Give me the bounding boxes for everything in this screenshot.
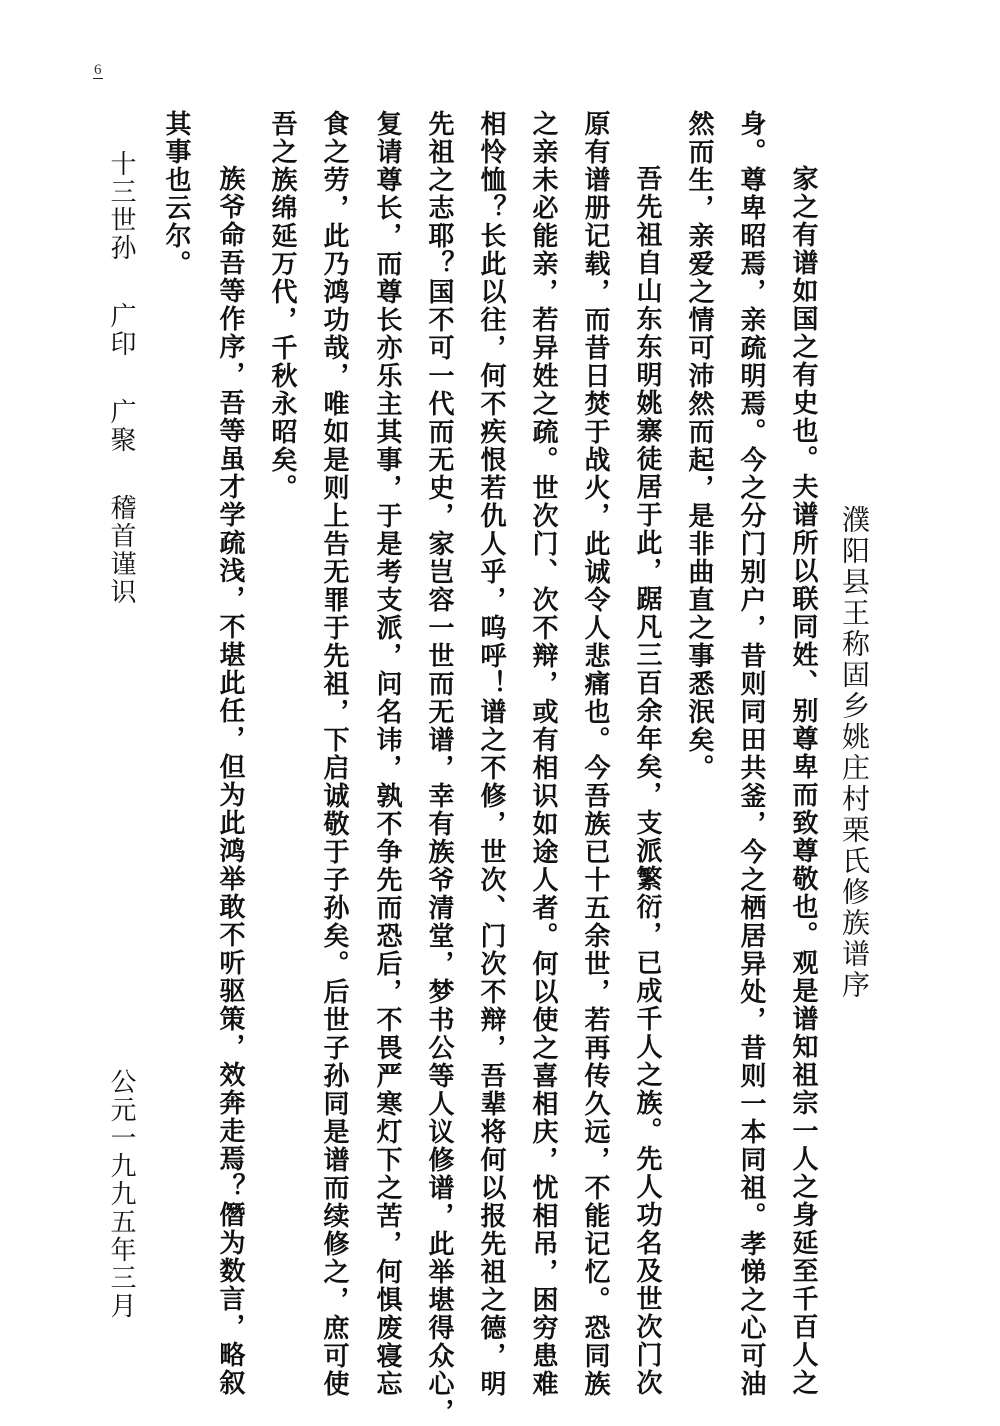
signature-name-2: 广聚 [106, 398, 136, 454]
page-number: 6 [94, 62, 102, 78]
signature-generation: 十三世孙 [106, 150, 136, 262]
document-title: 濮阳县王称固乡姚庄村栗氏修族谱序 [838, 505, 871, 1001]
text-column: 食之劳，此乃鸿功哉，唯如是则上告无罪于先祖，下启诚敬于子孙矣。后世子孙同是谱而续修之，庶可使 [319, 110, 349, 1398]
text-column: 之亲未必能亲，若异姓之疏。世次门、次不辩，或有相识如途人者。何以使之喜相庆，忧相吊，困穷患难 [528, 110, 558, 1398]
text-column: 家之有谱如国之有史也。夫谱所以联同姓、别尊卑而致尊敬也。观是谱知祖宗一人之身延至千百人之 [788, 165, 818, 1397]
text-column: 原有谱册记载，而昔日焚于战火，此诚令人悲痛也。今吾族已十五余世，若再传久远，不能记忆。恐同族 [580, 110, 610, 1398]
text-column: 身。尊卑昭焉，亲疏明焉。今之分门别户，昔则同田共釜，今之栖居异处，昔则一本同祖。孝悌之心可油 [736, 110, 766, 1398]
text-column: 吾先祖自山东东明姚寨徒居于此，踞凡三百余年矣，支派繁衍，已成千人之族。先人功名及世次门次 [632, 165, 662, 1397]
text-column: 先祖之志耶？国不可一代而无史，家岂容一世而无谱，幸有族爷清堂，梦书公等人议修谱，此举堪得众心， [424, 110, 454, 1426]
signature-line [103, 150, 139, 606]
text-column: 族爷命吾等作序，吾等虽才学疏浅，不堪此任，但为此鸿举敢不听驱策，效奔走焉？僭为数言，略叙 [215, 165, 245, 1397]
text-column: 然而生，亲爱之情可沛然而起，是非曲直之事悉泯矣。 [684, 110, 714, 782]
text-column: 其事也云尔。 [161, 110, 191, 278]
text-column: 复请尊长，而尊长亦乐主其事，于是考支派，问名讳，孰不争先而恐后，不畏严寒灯下之苦，何惧废寝忘 [372, 110, 402, 1398]
signature-closing: 稽首谨识 [106, 494, 136, 606]
signature-name-1: 广印 [106, 302, 136, 358]
text-column: 吾之族绵延万代，千秋永昭矣。 [267, 110, 297, 502]
date-line: 公元一九九五年三月 [106, 1068, 136, 1320]
text-column: 相怜恤？长此以往，何不疾恨若仇人乎，呜呼！谱之不修，世次、门次不辩，吾辈将何以报先祖之德，明 [476, 110, 506, 1398]
